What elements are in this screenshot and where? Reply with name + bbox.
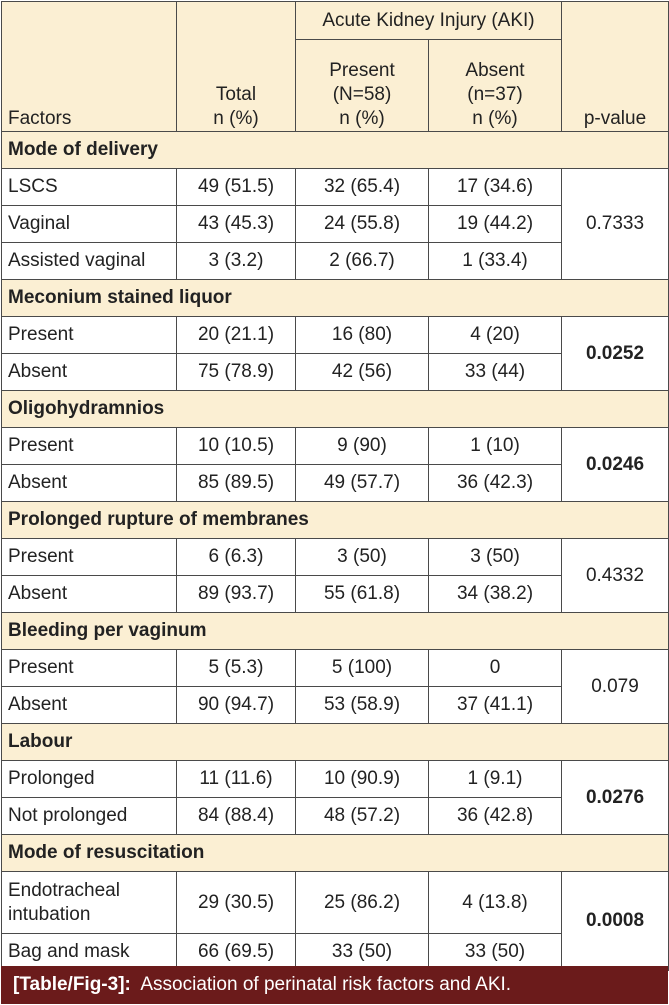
header-absent-unit: n (%) — [472, 108, 518, 129]
table-header — [2, 2, 669, 132]
pvalue-cell: 0.7333 — [562, 169, 669, 280]
aki-absent-cell: 34 (38.2) — [429, 576, 562, 613]
header-total-unit: n (%) — [213, 108, 259, 129]
caption-label: [Table/Fig-3]: — [13, 974, 131, 995]
table-row — [2, 317, 669, 354]
header-aki-group: Acute Kidney Injury (AKI) — [296, 2, 562, 40]
aki-absent-cell: 1 (33.4) — [429, 243, 562, 280]
pvalue-cell: 0.4332 — [562, 539, 669, 613]
table-row — [2, 872, 669, 934]
aki-present-cell: 32 (65.4) — [296, 169, 429, 206]
aki-present-cell: 53 (58.9) — [296, 687, 429, 724]
aki-present-cell: 48 (57.2) — [296, 798, 429, 835]
section-title: Bleeding per vaginum — [2, 613, 669, 650]
aki-present-cell: 25 (86.2) — [296, 872, 429, 934]
aki-present-cell: 10 (90.9) — [296, 761, 429, 798]
aki-absent-cell: 4 (20) — [429, 317, 562, 354]
table-row — [2, 428, 669, 465]
pvalue-cell: 0.0246 — [562, 428, 669, 502]
header-present-n: (N=58) — [332, 84, 392, 105]
header-present — [296, 40, 429, 132]
header-present-unit: n (%) — [339, 108, 385, 129]
header-pvalue: p-value — [562, 2, 669, 132]
total-cell: 49 (51.5) — [177, 169, 296, 206]
total-cell: 85 (89.5) — [177, 465, 296, 502]
total-cell: 29 (30.5) — [177, 872, 296, 934]
pvalue-cell: 0.079 — [562, 650, 669, 724]
aki-absent-cell: 3 (50) — [429, 539, 562, 576]
factor-cell: Present — [2, 317, 177, 354]
header-present-label: Present — [329, 60, 395, 81]
section-row — [2, 835, 669, 872]
header-total-label: Total — [215, 84, 257, 105]
factor-cell: Present — [2, 539, 177, 576]
header-absent — [429, 40, 562, 132]
aki-present-cell: 3 (50) — [296, 539, 429, 576]
total-cell: 20 (21.1) — [177, 317, 296, 354]
section-title: Oligohydramnios — [2, 391, 669, 428]
total-cell: 66 (69.5) — [177, 934, 296, 971]
total-cell: 6 (6.3) — [177, 539, 296, 576]
factor-cell: Absent — [2, 465, 177, 502]
header-total — [177, 2, 296, 132]
table-row — [2, 169, 669, 206]
section-row — [2, 132, 669, 169]
factor-cell: Vaginal — [2, 206, 177, 243]
factor-cell: Bag and mask — [2, 934, 177, 971]
aki-present-cell: 2 (66.7) — [296, 243, 429, 280]
aki-absent-cell: 36 (42.8) — [429, 798, 562, 835]
total-cell: 5 (5.3) — [177, 650, 296, 687]
aki-present-cell: 49 (57.7) — [296, 465, 429, 502]
aki-absent-cell: 0 — [429, 650, 562, 687]
factor-cell: Present — [2, 428, 177, 465]
header-absent-label: Absent — [465, 60, 525, 81]
section-row — [2, 724, 669, 761]
aki-present-cell: 55 (61.8) — [296, 576, 429, 613]
table-row — [2, 539, 669, 576]
total-cell: 90 (94.7) — [177, 687, 296, 724]
total-cell: 89 (93.7) — [177, 576, 296, 613]
factor-cell: Absent — [2, 576, 177, 613]
section-row — [2, 613, 669, 650]
factor-cell: Absent — [2, 687, 177, 724]
aki-present-cell: 42 (56) — [296, 354, 429, 391]
factor-cell: Not prolonged — [2, 798, 177, 835]
section-title: Mode of delivery — [2, 132, 669, 169]
aki-absent-cell: 17 (34.6) — [429, 169, 562, 206]
aki-absent-cell: 37 (41.1) — [429, 687, 562, 724]
factor-cell: LSCS — [2, 169, 177, 206]
factor-cell: Prolonged — [2, 761, 177, 798]
section-row — [2, 502, 669, 539]
total-cell: 75 (78.9) — [177, 354, 296, 391]
section-row — [2, 280, 669, 317]
total-cell: 11 (11.6) — [177, 761, 296, 798]
header-factors: Factors — [2, 2, 177, 132]
pvalue-cell: 0.0276 — [562, 761, 669, 835]
aki-present-cell: 24 (55.8) — [296, 206, 429, 243]
section-title: Prolonged rupture of membranes — [2, 502, 669, 539]
data-table — [1, 1, 669, 971]
pvalue-cell: 0.0008 — [562, 872, 669, 971]
table-body — [2, 132, 669, 971]
figure-caption — [1, 966, 668, 1004]
section-title: Labour — [2, 724, 669, 761]
header-absent-n: (n=37) — [467, 84, 523, 105]
section-title: Mode of resuscitation — [2, 835, 669, 872]
pvalue-cell: 0.0252 — [562, 317, 669, 391]
aki-present-cell: 9 (90) — [296, 428, 429, 465]
total-cell: 10 (10.5) — [177, 428, 296, 465]
aki-absent-cell: 1 (10) — [429, 428, 562, 465]
section-row — [2, 391, 669, 428]
factor-cell: Absent — [2, 354, 177, 391]
aki-present-cell: 33 (50) — [296, 934, 429, 971]
aki-absent-cell: 19 (44.2) — [429, 206, 562, 243]
aki-absent-cell: 36 (42.3) — [429, 465, 562, 502]
table-row — [2, 650, 669, 687]
aki-present-cell: 16 (80) — [296, 317, 429, 354]
aki-absent-cell: 33 (50) — [429, 934, 562, 971]
table-row — [2, 761, 669, 798]
factor-cell: Assisted vaginal — [2, 243, 177, 280]
total-cell: 43 (45.3) — [177, 206, 296, 243]
aki-absent-cell: 4 (13.8) — [429, 872, 562, 934]
aki-absent-cell: 1 (9.1) — [429, 761, 562, 798]
total-cell: 3 (3.2) — [177, 243, 296, 280]
aki-present-cell: 5 (100) — [296, 650, 429, 687]
caption-text: Association of perinatal risk factors and AKI. — [140, 974, 512, 995]
total-cell: 84 (88.4) — [177, 798, 296, 835]
section-title: Meconium stained liquor — [2, 280, 669, 317]
aki-absent-cell: 33 (44) — [429, 354, 562, 391]
factor-cell: Present — [2, 650, 177, 687]
factor-cell: Endotracheal intubation — [2, 872, 177, 934]
